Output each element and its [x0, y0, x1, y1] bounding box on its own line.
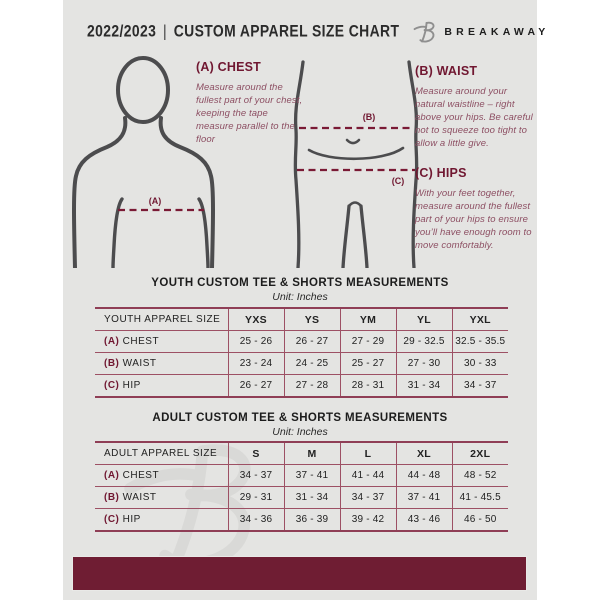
- adult-size-m: M: [284, 442, 340, 465]
- cell: 41 - 44: [340, 465, 396, 487]
- hips-instructions: With your feet together, measure around the fullest part of your hips to ensure you’ll have enough room to move comfortably.: [415, 188, 532, 252]
- youth-size-ym: YM: [340, 308, 396, 331]
- youth-chest-row: [95, 331, 508, 353]
- row-key: (C): [104, 514, 120, 525]
- youth-size-yxl: YXL: [452, 308, 508, 331]
- cell: 31 - 34: [396, 375, 452, 398]
- cell: 29 - 32.5: [396, 331, 452, 353]
- cell: 28 - 31: [340, 375, 396, 398]
- adult-size-header: ADULT APPAREL SIZE: [104, 448, 218, 459]
- adult-size-s: S: [228, 442, 284, 465]
- youth-table-unit: Unit: Inches: [272, 291, 328, 303]
- adult-table-title: ADULT CUSTOM TEE & SHORTS MEASUREMENTS: [152, 412, 448, 424]
- cell: 32.5 - 35.5: [452, 331, 508, 353]
- breakaway-b-logo-icon: [412, 20, 437, 44]
- brand-block: [412, 20, 549, 44]
- cell: 30 - 33: [452, 353, 508, 375]
- hips-guide: [415, 166, 537, 253]
- youth-size-yl: YL: [396, 308, 452, 331]
- cell: 26 - 27: [284, 331, 340, 353]
- cell: 34 - 37: [340, 487, 396, 509]
- cell: 34 - 36: [228, 509, 284, 532]
- cell: 24 - 25: [284, 353, 340, 375]
- size-chart-card: [63, 0, 550, 600]
- cell: 46 - 50: [452, 509, 508, 532]
- row-label: [95, 509, 228, 532]
- row-title: HIP: [122, 380, 141, 391]
- row-key: (A): [104, 470, 120, 481]
- row-title: HIP: [122, 514, 141, 525]
- title-label: CUSTOM APPAREL SIZE CHART: [173, 22, 400, 42]
- cell: 37 - 41: [284, 465, 340, 487]
- cell: 27 - 29: [340, 331, 396, 353]
- adult-waist-row: [95, 487, 508, 509]
- waist-marker-label: (B): [362, 112, 376, 122]
- row-label: [95, 465, 228, 487]
- youth-header-row: [95, 308, 508, 331]
- footer-bar: [72, 556, 527, 591]
- adult-size-xl: XL: [396, 442, 452, 465]
- waist-guide: [415, 64, 535, 151]
- cell: 41 - 45.5: [452, 487, 508, 509]
- cell: 25 - 26: [228, 331, 284, 353]
- row-label: [95, 487, 228, 509]
- header: [87, 18, 550, 46]
- edition-label: 2022/2023: [87, 22, 157, 42]
- adult-chest-row: [95, 465, 508, 487]
- youth-size-yxs: YXS: [228, 308, 284, 331]
- cell: 31 - 34: [284, 487, 340, 509]
- row-key: (C): [104, 380, 120, 391]
- cell: 34 - 37: [452, 375, 508, 398]
- adult-table-unit: Unit: Inches: [272, 426, 328, 438]
- adult-size-2xl: 2XL: [452, 442, 508, 465]
- row-title: WAIST: [122, 492, 157, 503]
- cell: 44 - 48: [396, 465, 452, 487]
- row-label: [95, 375, 228, 398]
- cell: 27 - 30: [396, 353, 452, 375]
- row-label: [95, 331, 228, 353]
- row-title: WAIST: [122, 358, 157, 369]
- row-key: (B): [104, 358, 120, 369]
- cell: 23 - 24: [228, 353, 284, 375]
- adult-size-table: [95, 441, 508, 532]
- hips-marker-label: (C): [391, 176, 405, 186]
- cell: 26 - 27: [228, 375, 284, 398]
- chest-heading: (A) CHEST: [196, 60, 261, 74]
- youth-waist-row: [95, 353, 508, 375]
- cell: 29 - 31: [228, 487, 284, 509]
- title-divider: |: [162, 22, 167, 42]
- youth-size-ys: YS: [284, 308, 340, 331]
- hips-heading: (C) HIPS: [415, 166, 467, 180]
- row-label: [95, 353, 228, 375]
- chest-marker-label: (A): [148, 196, 162, 206]
- torso-figure: [63, 54, 215, 268]
- youth-table-title: YOUTH CUSTOM TEE & SHORTS MEASUREMENTS: [151, 277, 449, 289]
- youth-hip-row: [95, 375, 508, 398]
- row-key: (A): [104, 336, 120, 347]
- brand-name: BREAKAWAY: [444, 26, 550, 38]
- cell: 27 - 28: [284, 375, 340, 398]
- row-title: CHEST: [122, 336, 160, 347]
- row-title: CHEST: [122, 470, 160, 481]
- adult-size-l: L: [340, 442, 396, 465]
- adult-header-row: [95, 442, 508, 465]
- row-key: (B): [104, 492, 120, 503]
- adult-hip-row: [95, 509, 508, 532]
- youth-size-table: [95, 307, 508, 398]
- waist-instructions: Measure around your natural waistline – right above your hips. Be careful not to squeeze too tight to allow a little give.: [415, 86, 533, 150]
- cell: 34 - 37: [228, 465, 284, 487]
- cell: 37 - 41: [396, 487, 452, 509]
- cell: 48 - 52: [452, 465, 508, 487]
- cell: 36 - 39: [284, 509, 340, 532]
- waist-heading: (B) WAIST: [415, 64, 478, 78]
- chest-instructions: Measure around the fullest part of your chest, keeping the tape measure parallel to the floor: [196, 82, 303, 146]
- cell: 43 - 46: [396, 509, 452, 532]
- page-title: [87, 23, 399, 41]
- youth-size-header: YOUTH APPAREL SIZE: [104, 314, 221, 325]
- cell: 25 - 27: [340, 353, 396, 375]
- chest-guide: [196, 60, 308, 147]
- cell: 39 - 42: [340, 509, 396, 532]
